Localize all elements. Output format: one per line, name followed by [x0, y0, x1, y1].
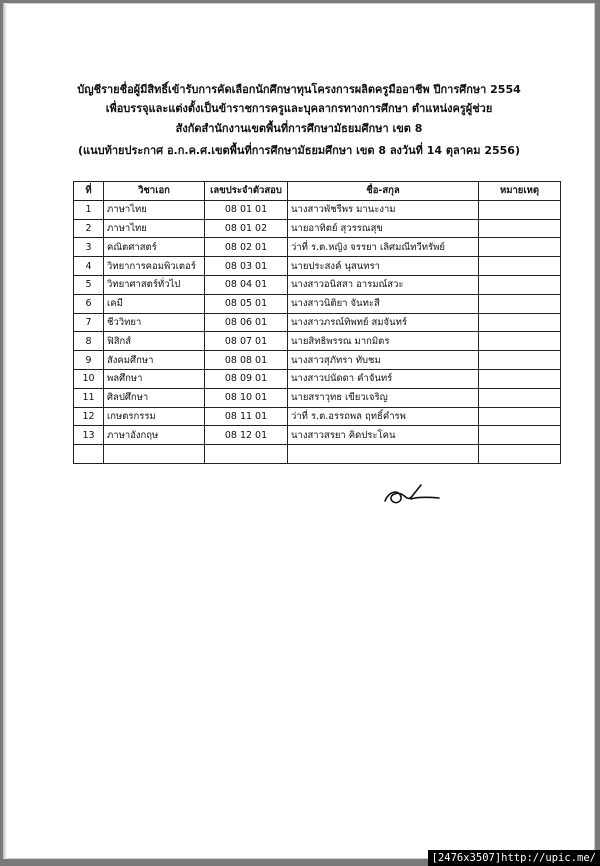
header-major: วิชาเอก: [104, 182, 205, 201]
row-major: ภาษาไทย: [104, 200, 205, 219]
table-row: [74, 407, 561, 426]
table-row: [74, 238, 561, 257]
row-name: [288, 445, 479, 464]
row-no: 3: [74, 238, 104, 257]
row-major: เคมี: [104, 294, 205, 313]
row-remark: [479, 369, 561, 388]
row-no: 11: [74, 388, 104, 407]
row-name: นางสาวภรณ์ทิพทย์ สมจันทร์: [288, 313, 479, 332]
row-no: 8: [74, 332, 104, 351]
document-title: บัญชีรายชื่อผู้มีสิทธิ์เข้ารับการคัดเลือกนักศึกษาทุนโครงการผลิตครูมืออาชีพ ปีการศึกษา 2554: [77, 83, 521, 96]
row-major: ฟิสิกส์: [104, 332, 205, 351]
document-reference: (แนบท้ายประกาศ อ.ก.ค.ศ.เขตพื้นที่การศึกษามัธยมศึกษา เขต 8 ลงวันที่ 14 ตุลาคม 2556): [78, 144, 520, 157]
row-no: 12: [74, 407, 104, 426]
row-exam-id: 08 02 01: [205, 238, 288, 257]
row-no: 10: [74, 369, 104, 388]
row-major: วิทยาการคอมพิวเตอร์: [104, 257, 205, 276]
row-no: [74, 445, 104, 464]
row-remark: [479, 275, 561, 294]
row-remark: [479, 238, 561, 257]
row-remark: [479, 219, 561, 238]
row-exam-id: 08 01 02: [205, 219, 288, 238]
row-remark: [479, 426, 561, 445]
row-remark: [479, 332, 561, 351]
row-major: วิทยาศาสตร์ทั่วไป: [104, 275, 205, 294]
row-remark: [479, 294, 561, 313]
row-remark: [479, 200, 561, 219]
table-row: [74, 257, 561, 276]
row-name: ว่าที่ ร.ต.หญิง จรรยา เลิศมณีทวีทรัพย์: [288, 238, 479, 257]
row-name: นางสาวสุภัทรา ทับชม: [288, 351, 479, 370]
row-major: ภาษาอังกฤษ: [104, 426, 205, 445]
row-remark: [479, 407, 561, 426]
table-row: [74, 426, 561, 445]
row-exam-id: 08 07 01: [205, 332, 288, 351]
table-header-row: [74, 182, 561, 201]
row-no: 5: [74, 275, 104, 294]
row-no: 1: [74, 200, 104, 219]
row-no: 4: [74, 257, 104, 276]
row-remark: [479, 388, 561, 407]
row-name: นางสาวอนิสสา อารมณ์สวะ: [288, 275, 479, 294]
row-exam-id: 08 04 01: [205, 275, 288, 294]
table-row: [74, 332, 561, 351]
row-exam-id: 08 11 01: [205, 407, 288, 426]
row-name: นางสาวสรยา คิดประโคน: [288, 426, 479, 445]
row-major: คณิตศาสตร์: [104, 238, 205, 257]
row-remark: [479, 313, 561, 332]
row-major: พลศึกษา: [104, 369, 205, 388]
row-name: นางสาวนิติยา จันทะสี: [288, 294, 479, 313]
row-name: นางสาวปนัดดา คำจันทร์: [288, 369, 479, 388]
header-name: ชื่อ-สกุล: [288, 182, 479, 201]
row-no: 13: [74, 426, 104, 445]
signature: [381, 481, 441, 509]
row-exam-id: [205, 445, 288, 464]
table-row: [74, 275, 561, 294]
row-no: 6: [74, 294, 104, 313]
row-exam-id: 08 08 01: [205, 351, 288, 370]
row-remark: [479, 257, 561, 276]
candidate-table: [73, 181, 561, 464]
row-major: ภาษาไทย: [104, 219, 205, 238]
row-exam-id: 08 12 01: [205, 426, 288, 445]
row-exam-id: 08 10 01: [205, 388, 288, 407]
document-office: สังกัดสำนักงานเขตพื้นที่การศึกษามัธยมศึกษา เขต 8: [175, 122, 423, 135]
row-name: นายสราวุทธ เขียวเจริญ: [288, 388, 479, 407]
row-no: 9: [74, 351, 104, 370]
table-row: [74, 313, 561, 332]
row-no: 7: [74, 313, 104, 332]
row-remark: [479, 351, 561, 370]
header-no: ที่: [74, 182, 104, 201]
row-name: นายสิทธิพรรณ มากมิตร: [288, 332, 479, 351]
table-row: [74, 294, 561, 313]
row-major: [104, 445, 205, 464]
row-major: สังคมศึกษา: [104, 351, 205, 370]
table-row: [74, 369, 561, 388]
row-exam-id: 08 09 01: [205, 369, 288, 388]
row-exam-id: 08 05 01: [205, 294, 288, 313]
row-name: นางสาวพัชรีพร มานะงาม: [288, 200, 479, 219]
row-name: ว่าที่ ร.ต.อรรถพล ฤทธิ์คำรพ: [288, 407, 479, 426]
document-page: [3, 3, 595, 859]
table-row: [74, 351, 561, 370]
table-row: [74, 388, 561, 407]
row-major: ชีววิทยา: [104, 313, 205, 332]
row-major: ศิลปศึกษา: [104, 388, 205, 407]
row-name: นายประสงค์ นุสนทรา: [288, 257, 479, 276]
header-remark: หมายเหตุ: [479, 182, 561, 201]
table-row: [74, 219, 561, 238]
table-row: [74, 200, 561, 219]
row-exam-id: 08 03 01: [205, 257, 288, 276]
table-body: [74, 200, 561, 463]
table-row: [74, 445, 561, 464]
row-exam-id: 08 01 01: [205, 200, 288, 219]
row-exam-id: 08 06 01: [205, 313, 288, 332]
header-exam-id: เลขประจำตัวสอบ: [205, 182, 288, 201]
row-major: เกษตรกรรม: [104, 407, 205, 426]
row-no: 2: [74, 219, 104, 238]
row-name: นายอาทิตย์ สุวรรณสุข: [288, 219, 479, 238]
row-remark: [479, 445, 561, 464]
document-subtitle: เพื่อบรรจุและแต่งตั้งเป็นข้าราชการครูและบุคลากรทางการศึกษา ตำแหน่งครูผู้ช่วย: [105, 102, 493, 115]
upload-badge: [2476x3507]http://upic.me/: [428, 850, 600, 866]
